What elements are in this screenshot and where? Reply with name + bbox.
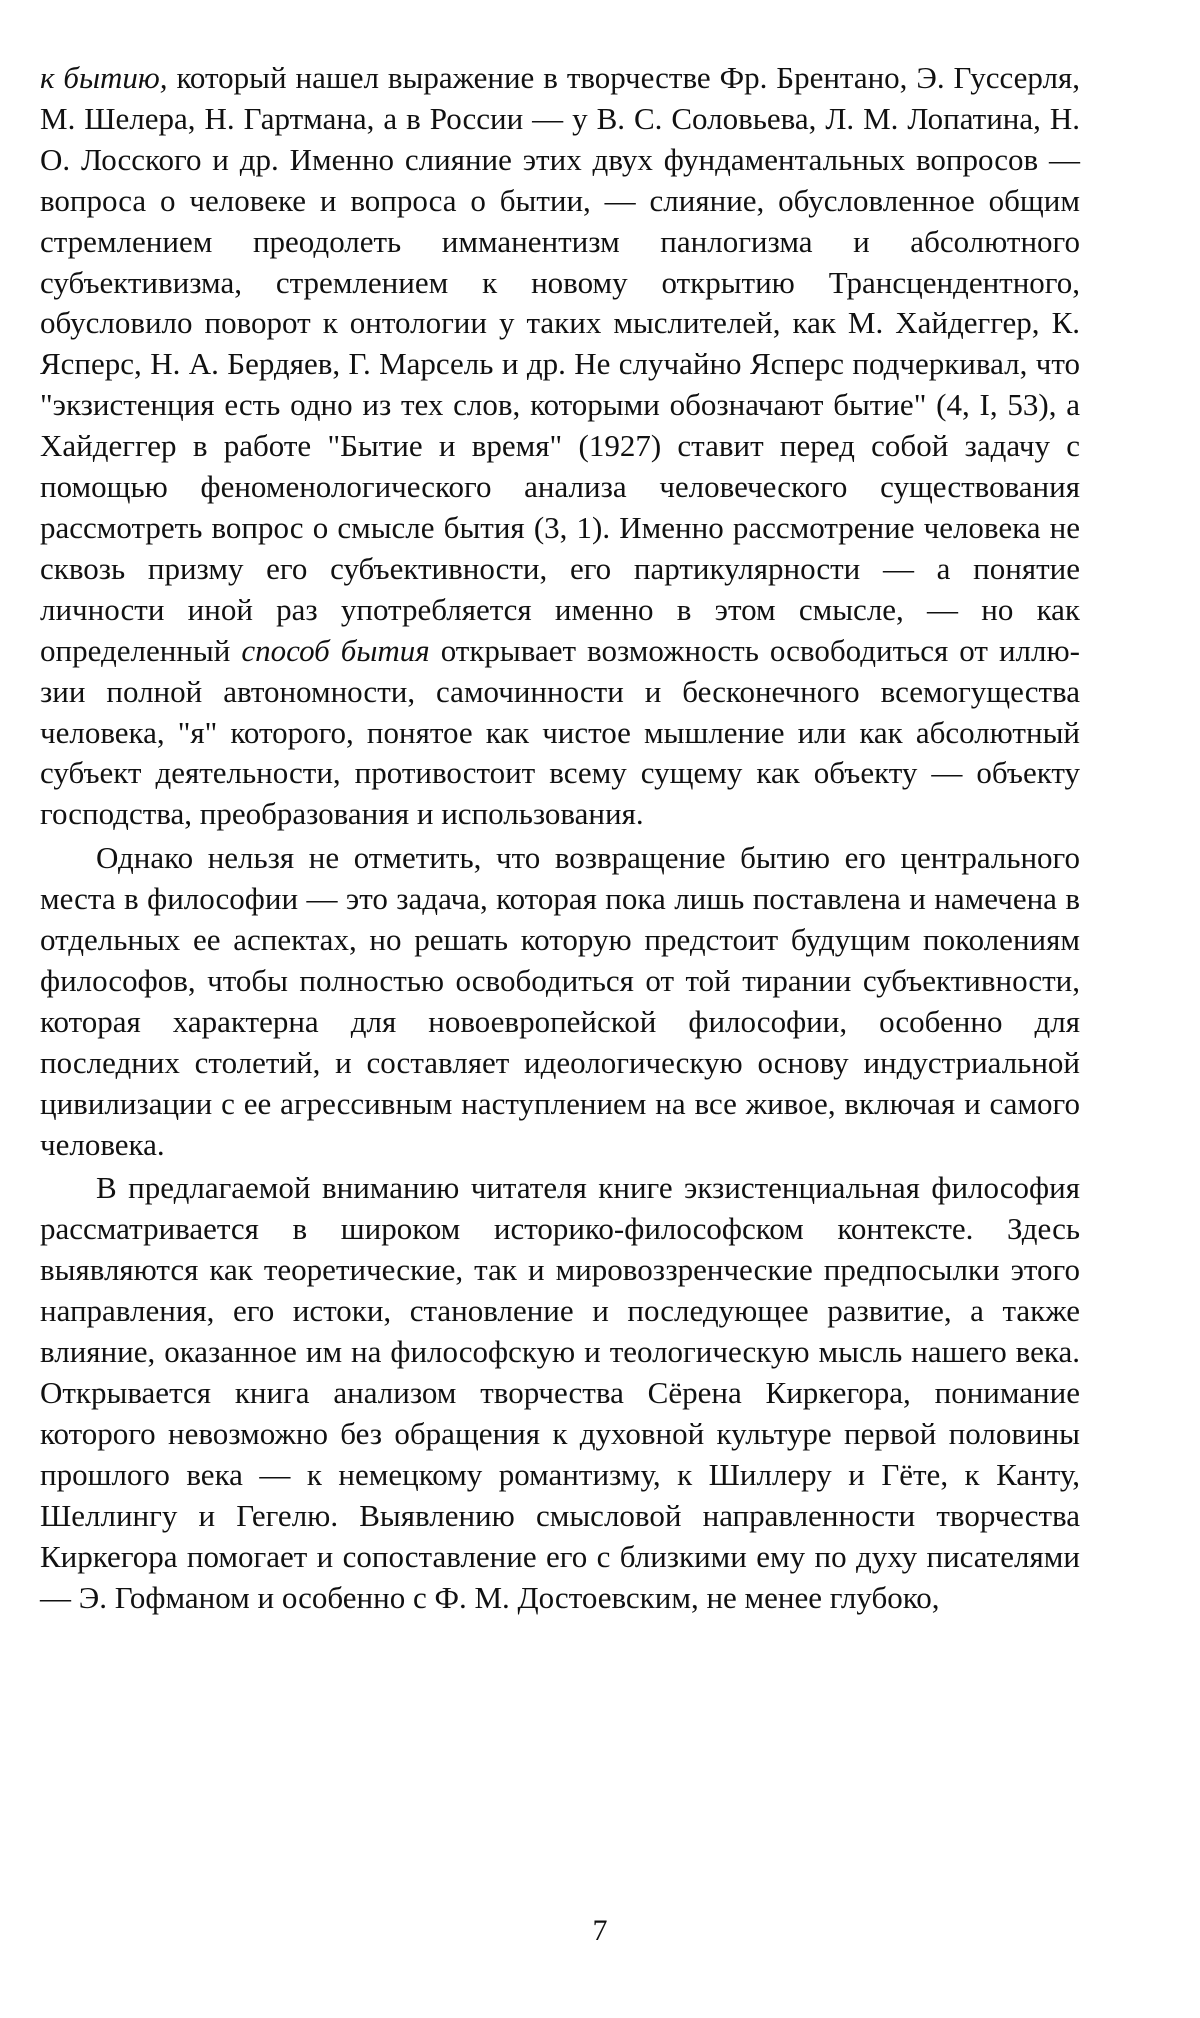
paragraph-1-text-b: открывает возможность освободиться от иллюзии полной автономности, самочинности и бесконечного всемогущества человека, "я" которого, понятое как чистое мышление или как абсолютный субъект деятельности, противостоит всему сущему как объекту — объекту господства, преобразования и использования. [40,632,1080,832]
paragraph-3 [40,1168,1080,1618]
paragraph-1 [40,58,1080,835]
paragraph-2 [40,838,1080,1165]
paragraph-1-text-a: который нашел выражение в творчестве Фр. Брентано, Э. Гуссерля, М. Шелера, Н. Гартмана, а в России — у В. С. Соловьева, Л. М. Лопатина, Н. О. Лосского и др. Именно слияние этих двух фундаментальных вопросов — вопроса о человеке и вопроса о бытии, — слияние, обусловленное общим стремлением преодолеть имманентизм панлогизма и абсолютного субъективизма, стремлением к новому открытию Трансцендентного, обусловило поворот к онтологии у таких мыслителей, как М. Хайдеггер, К. Ясперс, Н. А. Бердяев, Г. Марсель и др. Не случайно Ясперс подчеркивал, что "экзистенция есть одно из тех слов, которыми обозначают бытие" (4, I, 53), а Хайдеггер в работе "Бытие и время" (1927) ставит перед собой задачу с помощью феноменологического анализа человеческого существования рассмотреть вопрос о смысле бытия (3, 1). Именно рассмотрение человека не сквозь призму его субъективности, его партикулярности — а понятие личности иной раз употребляется именно в этом смысле, — но как определенный [40,60,1080,668]
paragraph-2-text: Однако нельзя не отметить, что возвращение бытию его центрального места в философии — это задача, которая пока лишь поставлена и намечена в отдельных ее аспектах, но решать которую предстоит будущим поколениям философов, чтобы полностью освободиться от той тирании субъективности, которая характерна для новоевропейской философии, особенно для последних столетий, и составляет идеологическую основу индустриальной цивилизации с ее агрессивным наступлением на все живое, включая и самого человека. [40,840,1080,1162]
paragraph-1-italic-lead: к бытию, [40,60,168,95]
page-number: 7 [592,1914,608,1947]
page-body [40,58,1080,1618]
paragraph-3-text: В предлагаемой вниманию читателя книге экзистенциальная философия рассматривается в широком историко-философском контексте. Здесь выявляются как теоретические, так и мировоззренческие предпосылки этого направления, его истоки, становление и последующее развитие, а также влияние, оказанное им на философскую и теологическую мысль нашего века. Открывается книга анализом творчества Сёрена Киркегора, понимание которого невозможно без обращения к духовной культуре первой половины прошлого века — к немецкому романтизму, к Шиллеру и Гёте, к Канту, Шеллингу и Гегелю. Выявлению смысловой направленности творчества Киркегора помогает и сопоставление его с близкими ему по духу писателями — Э. Гофманом и особенно с Ф. М. Достоевским, не менее глубоко, [40,1170,1080,1615]
paragraph-1-italic-phrase: способ бытия [241,632,430,668]
